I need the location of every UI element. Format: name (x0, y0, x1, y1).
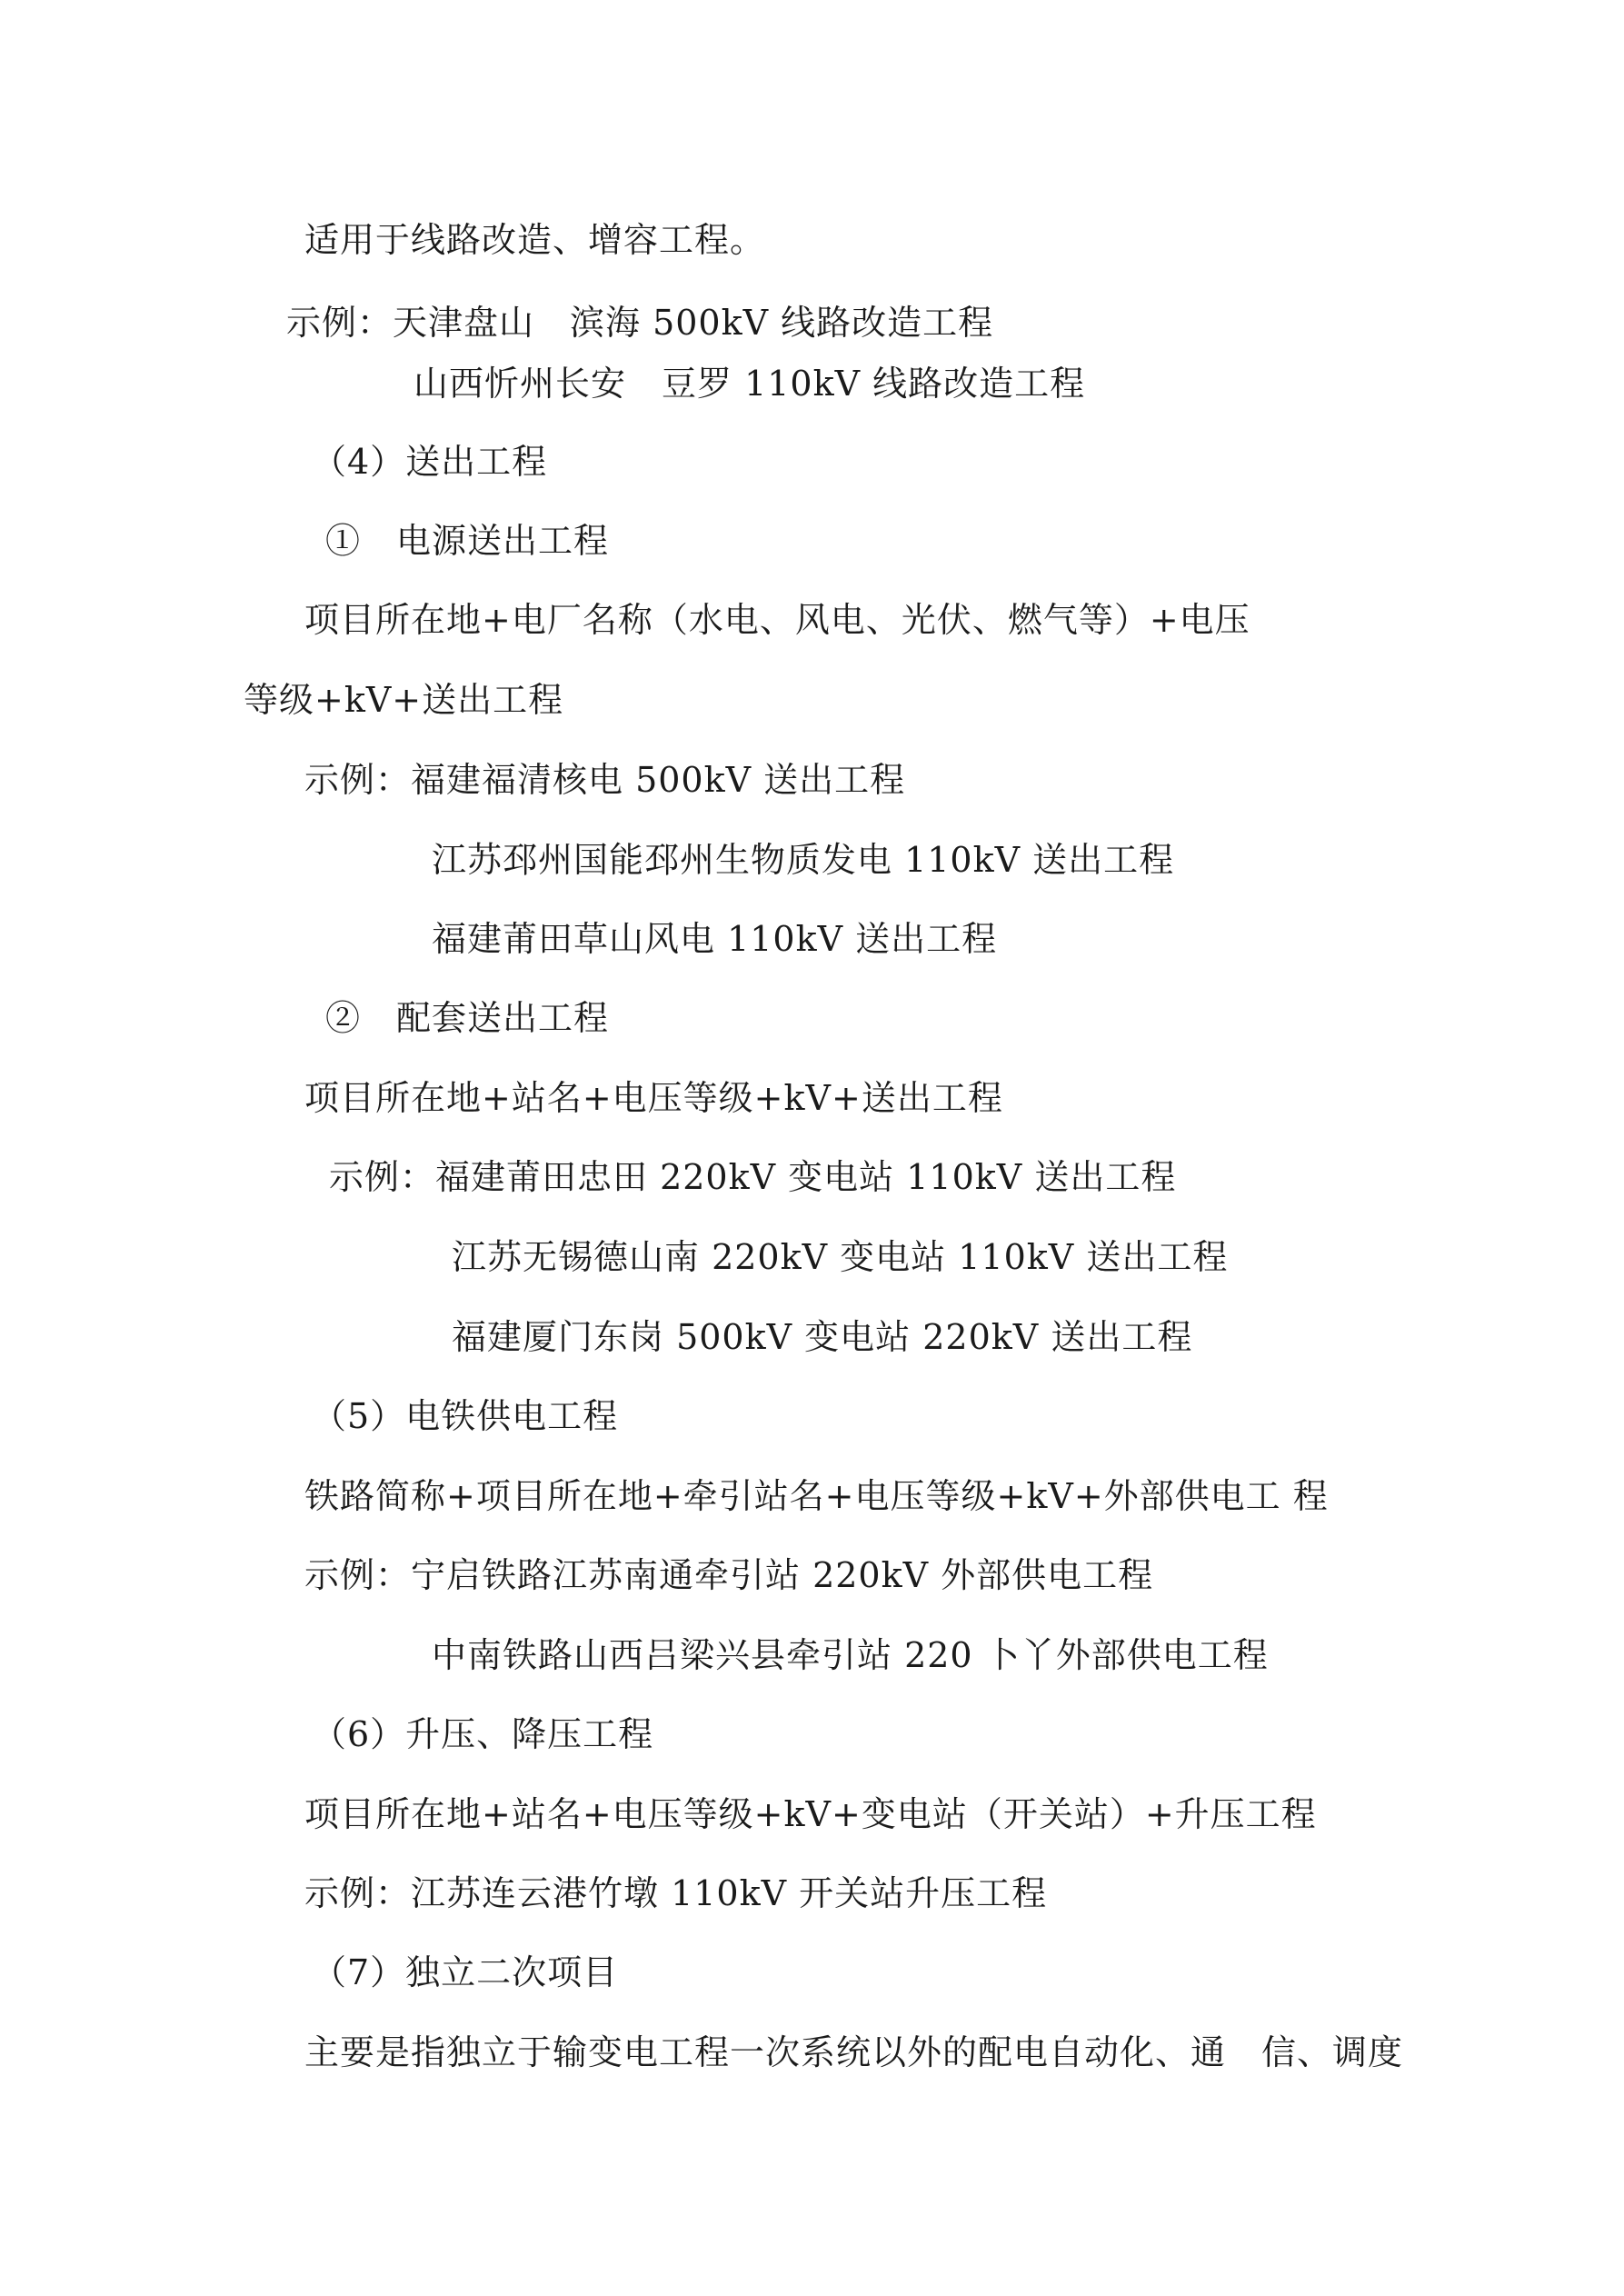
section-heading-5: （5）电铁供电工程 (312, 1396, 619, 1436)
example-line-11: 示例：江苏连云港竹墩 110kV 开关站升压工程 (304, 1873, 1048, 1913)
text-line-2: 项目所在地+电厂名称（水电、风电、光伏、燃气等）+电压 (304, 600, 1250, 640)
text-line-6: 项目所在地+站名+电压等级+kV+变电站（开关站）+升压工程 (304, 1794, 1317, 1834)
example-line-5: 福建莆田草山风电 110kV 送出工程 (432, 919, 998, 959)
example-line-1: 示例：天津盘山 滨海 500kV 线路改造工程 (286, 303, 994, 343)
text-line-3: 等级+kV+送出工程 (244, 680, 564, 720)
example-line-3: 示例：福建福清核电 500kV 送出工程 (304, 760, 906, 800)
subsection-heading-1: ① 电源送出工程 (325, 521, 610, 561)
example-line-2: 山西忻州长安 豆罗 110kV 线路改造工程 (413, 364, 1086, 404)
text-line-1: 适用于线路改造、增容工程。 (304, 220, 766, 260)
section-heading-7: （7）独立二次项目 (312, 1952, 619, 1992)
text-line-5: 铁路简称+项目所在地+牵引站名+电压等级+kV+外部供电工 程 (304, 1476, 1329, 1516)
example-line-10: 中南铁路山西吕梁兴县牵引站 220 卜丫外部供电工程 (432, 1635, 1269, 1675)
example-line-7: 江苏无锡德山南 220kV 变电站 110kV 送出工程 (452, 1237, 1229, 1277)
section-heading-6: （6）升压、降压工程 (312, 1714, 654, 1754)
example-line-8: 福建厦门东岗 500kV 变电站 220kV 送出工程 (452, 1317, 1193, 1357)
example-line-6: 示例：福建莆田忠田 220kV 变电站 110kV 送出工程 (329, 1157, 1177, 1197)
text-line-7: 主要是指独立于输变电工程一次系统以外的配电自动化、通 信、调度 (304, 2032, 1404, 2072)
text-line-4: 项目所在地+站名+电压等级+kV+送出工程 (304, 1078, 1003, 1118)
section-heading-4: （4）送出工程 (312, 442, 548, 482)
subsection-heading-2: ② 配套送出工程 (325, 998, 610, 1038)
example-line-4: 江苏邳州国能邳州生物质发电 110kV 送出工程 (432, 840, 1175, 880)
example-line-9: 示例：宁启铁路江苏南通牵引站 220kV 外部供电工程 (304, 1555, 1154, 1595)
